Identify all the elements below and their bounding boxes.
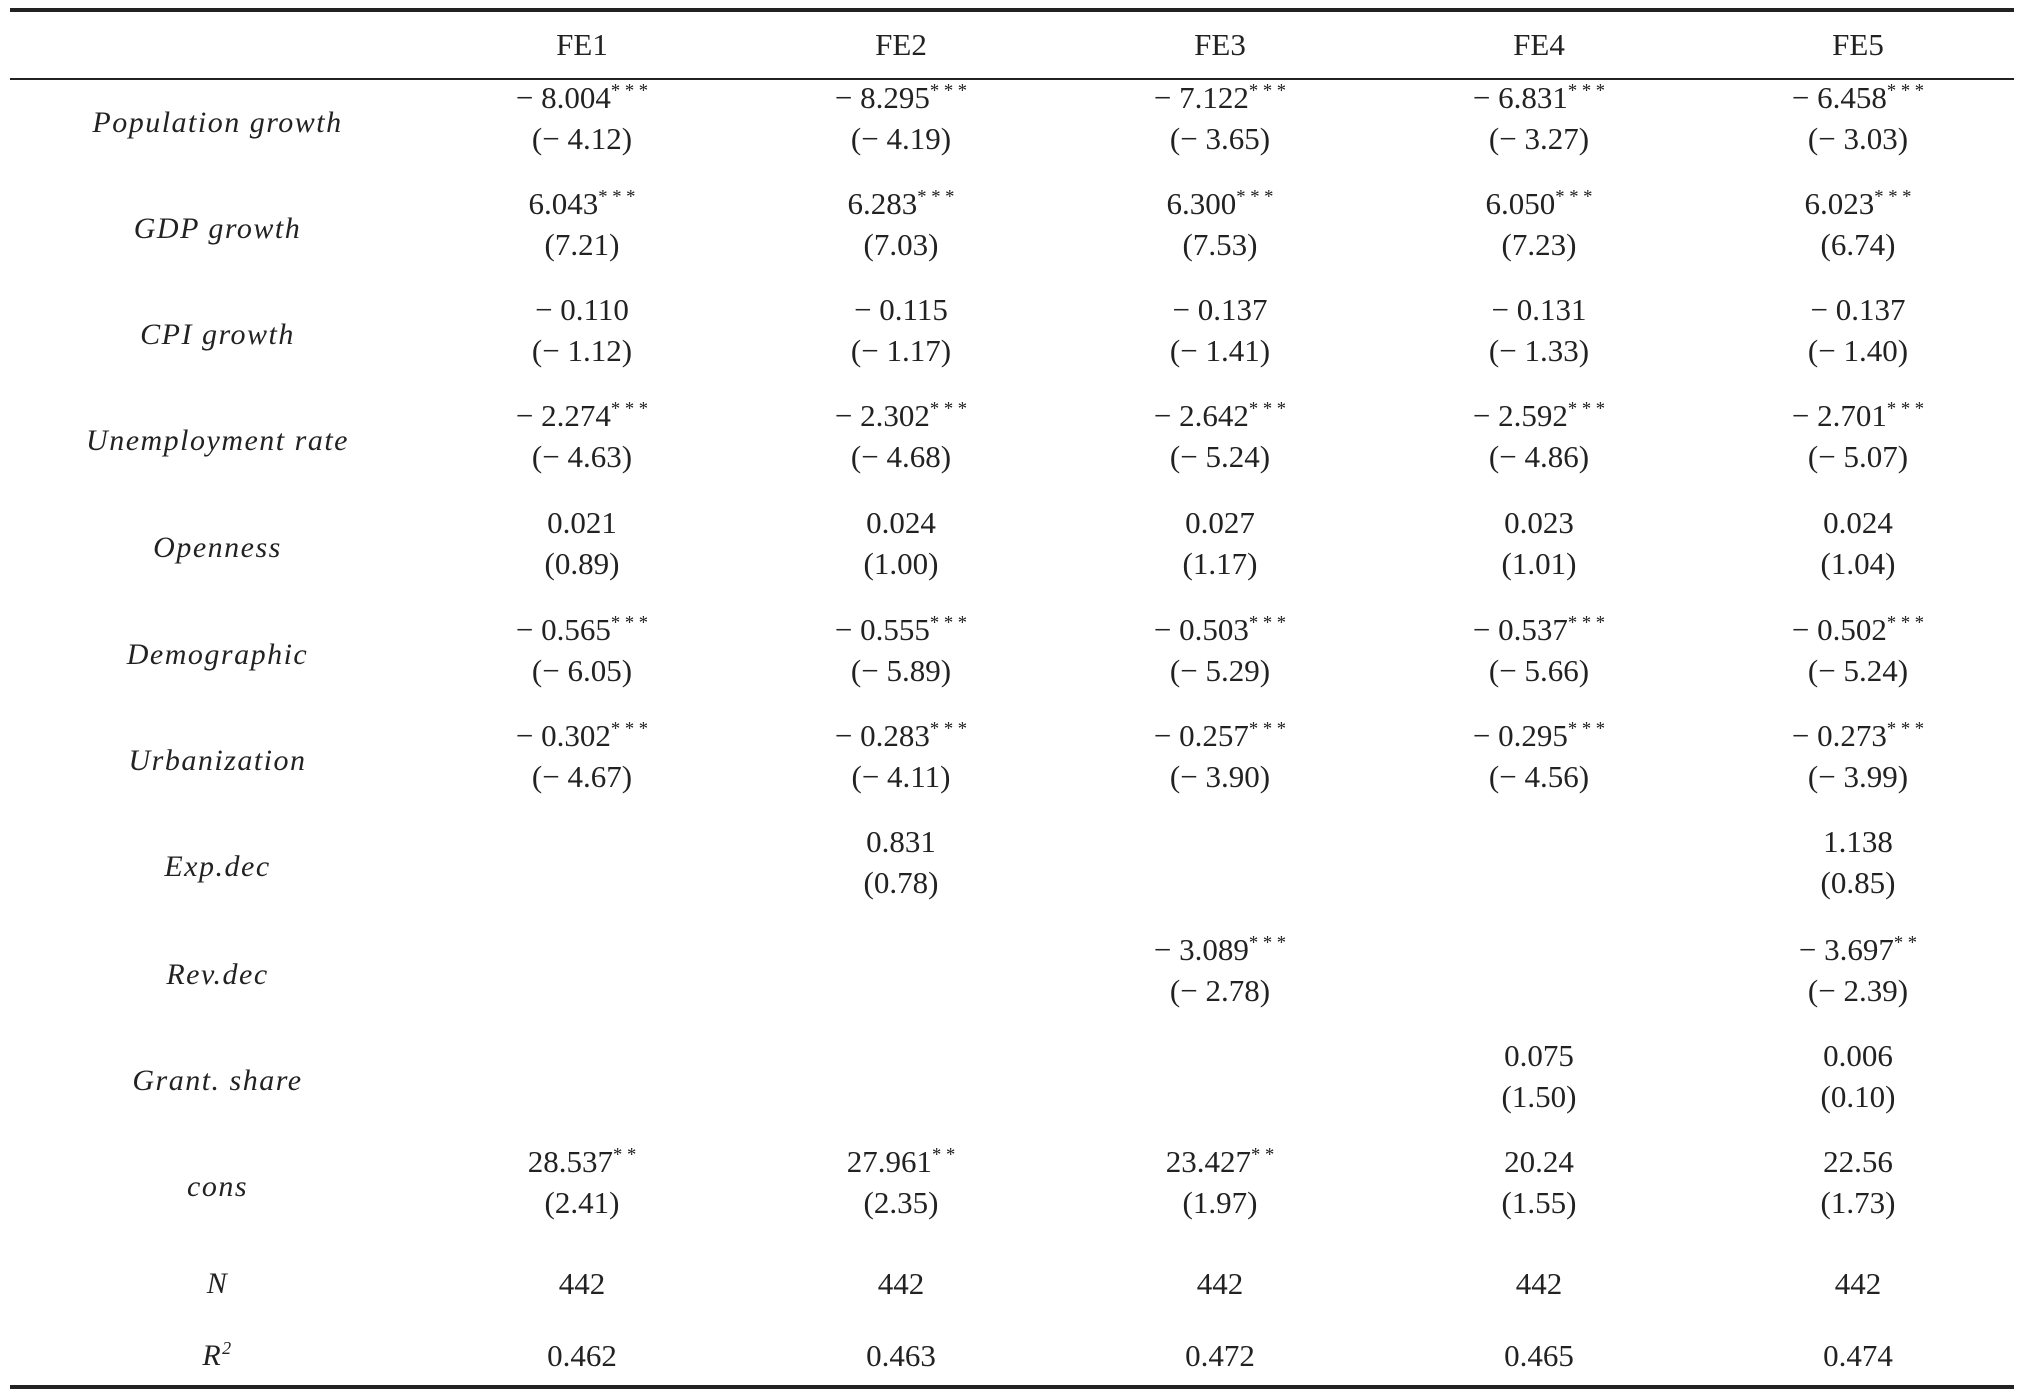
t-statistic: (1.01) [1501, 546, 1577, 581]
table-cell [1708, 1142, 2008, 1224]
coefficient [1070, 1142, 1370, 1182]
t-statistic: (− 1.12) [531, 333, 633, 368]
significance-stars: * * * [1567, 612, 1606, 634]
summary-value: 0.465 [1504, 1338, 1574, 1373]
table-cell [432, 1036, 732, 1118]
coefficient-value: − 0.137 [1172, 292, 1268, 327]
summary-cell [432, 1336, 732, 1376]
coefficient [432, 930, 732, 970]
coefficient [1708, 290, 2008, 330]
t-statistic: (7.03) [863, 227, 939, 262]
coefficient [1708, 822, 2008, 862]
significance-stars: * * * [1567, 398, 1606, 420]
significance-stars: * * * [1874, 186, 1912, 208]
table-cell [432, 1142, 732, 1224]
coefficient-value: − 0.537 [1472, 612, 1568, 647]
summary-value: 0.474 [1823, 1338, 1893, 1373]
significance-stars: * * * [1248, 398, 1287, 420]
significance-stars: * * * [1555, 186, 1593, 208]
table-cell [1389, 503, 1689, 585]
table-cell [1070, 396, 1370, 478]
t-statistic: (− 5.29) [1169, 653, 1271, 688]
significance-stars: * * * [598, 186, 636, 208]
coefficient [432, 1036, 732, 1076]
coefficient-value: 6.023 [1804, 186, 1875, 221]
t-statistic: (− 5.89) [850, 653, 952, 688]
coefficient [432, 503, 732, 543]
coefficient [751, 78, 1051, 118]
t-statistic: (7.23) [1501, 227, 1577, 262]
coefficient [1070, 78, 1370, 118]
coefficient [1070, 1036, 1370, 1076]
table-cell [1389, 1036, 1689, 1118]
t-statistic: (− 4.63) [531, 439, 633, 474]
summary-label-text: N [206, 1267, 229, 1300]
significance-stars: * * * [917, 186, 955, 208]
summary-row-label [10, 1336, 425, 1376]
table-cell [1708, 503, 2008, 585]
coefficient-value: 0.027 [1185, 505, 1255, 540]
coefficient-value: − 0.302 [515, 718, 611, 753]
column-header-fe5: FE5 [1832, 27, 1884, 62]
t-statistic: (− 3.03) [1807, 121, 1909, 156]
t-statistic: (− 1.17) [850, 333, 952, 368]
table-cell [1070, 610, 1370, 692]
coefficient [432, 716, 732, 756]
coefficient [1070, 396, 1370, 436]
coefficient [1708, 78, 2008, 118]
table-cell [1389, 716, 1689, 798]
coefficient-value: − 0.257 [1153, 718, 1249, 753]
t-statistic: (1.50) [1501, 1079, 1577, 1114]
t-statistic: (0.85) [1820, 865, 1896, 900]
coefficient [1070, 184, 1370, 224]
t-statistic: (7.21) [544, 227, 620, 262]
t-statistic: (0.78) [863, 865, 939, 900]
table-cell [1070, 1036, 1370, 1118]
table-cell [1708, 610, 2008, 692]
coefficient-value: 1.138 [1823, 824, 1893, 859]
summary-value: 0.462 [547, 1338, 617, 1373]
significance-stars: * * * [1567, 80, 1606, 102]
coefficient [751, 716, 1051, 756]
table-cell [751, 716, 1051, 798]
t-statistic [751, 1077, 1051, 1117]
significance-stars: * * [1251, 1144, 1275, 1166]
significance-stars: * * * [1567, 718, 1606, 740]
summary-cell [1070, 1264, 1370, 1304]
coefficient-value: − 0.137 [1810, 292, 1906, 327]
significance-stars: * * [1893, 932, 1918, 954]
coefficient-value: 27.961 [846, 1144, 932, 1179]
coefficient [751, 1036, 1051, 1076]
summary-value: 0.463 [866, 1338, 936, 1373]
coefficient-value: − 0.555 [834, 612, 930, 647]
table-cell [1070, 1142, 1370, 1224]
coefficient-value: − 8.004 [515, 80, 611, 115]
coefficient-value: − 0.283 [834, 718, 930, 753]
coefficient-value: 20.24 [1504, 1144, 1574, 1179]
coefficient-value: 6.300 [1166, 186, 1237, 221]
table-cell [1070, 78, 1370, 160]
table-cell [1708, 184, 2008, 266]
coefficient [1389, 716, 1689, 756]
t-statistic: (− 3.99) [1807, 759, 1909, 794]
t-statistic: (− 4.56) [1488, 759, 1590, 794]
significance-stars: * * * [1886, 718, 1925, 740]
t-statistic: (1.97) [1182, 1185, 1258, 1220]
table-cell [751, 290, 1051, 372]
row-label: GDP growth [133, 212, 302, 245]
t-statistic [432, 863, 732, 903]
coefficient [1389, 930, 1689, 970]
row-label: Grant. share [132, 1064, 303, 1097]
significance-stars: * * * [610, 80, 649, 102]
table-cell [432, 78, 732, 160]
summary-label-superscript: 2 [222, 1338, 233, 1358]
table-cell [432, 610, 732, 692]
t-statistic: (1.04) [1820, 546, 1896, 581]
t-statistic: (1.55) [1501, 1185, 1577, 1220]
row-label: Rev.dec [166, 958, 269, 991]
table-cell [1389, 290, 1689, 372]
table-cell [751, 1036, 1051, 1118]
coefficient-value: 0.006 [1823, 1038, 1893, 1073]
coefficient [751, 503, 1051, 543]
table-cell [432, 290, 732, 372]
top-rule [10, 8, 2014, 12]
significance-stars: * * * [1886, 398, 1925, 420]
summary-cell [1708, 1264, 2008, 1304]
summary-cell [1070, 1336, 1370, 1376]
coefficient [1389, 1142, 1689, 1182]
summary-value: 442 [1515, 1266, 1563, 1301]
coefficient-value: 0.024 [866, 505, 936, 540]
coefficient-value: − 0.273 [1791, 718, 1887, 753]
summary-value: 442 [877, 1266, 925, 1301]
row-label: Unemployment rate [86, 424, 349, 457]
summary-cell [1389, 1336, 1689, 1376]
coefficient-value: 6.043 [528, 186, 599, 221]
coefficient [1389, 1036, 1689, 1076]
t-statistic: (− 5.66) [1488, 653, 1590, 688]
coefficient-value: − 2.701 [1791, 398, 1887, 433]
significance-stars: * * [613, 1144, 637, 1166]
table-cell [1070, 822, 1370, 904]
t-statistic: (− 5.24) [1807, 653, 1909, 688]
coefficient [1708, 503, 2008, 543]
coefficient [1708, 716, 2008, 756]
t-statistic: (7.53) [1182, 227, 1258, 262]
table-cell [751, 1142, 1051, 1224]
row-label: Urbanization [128, 744, 307, 777]
row-label: Demographic [126, 638, 309, 671]
t-statistic: (− 3.27) [1488, 121, 1590, 156]
summary-value: 442 [558, 1266, 606, 1301]
t-statistic: (− 4.12) [531, 121, 633, 156]
coefficient-value: − 2.302 [834, 398, 930, 433]
coefficient-value: − 6.458 [1791, 80, 1887, 115]
summary-value: 442 [1834, 1266, 1882, 1301]
significance-stars: * * * [1886, 612, 1925, 634]
table-cell [1708, 1036, 2008, 1118]
summary-cell [751, 1336, 1051, 1376]
table-cell [1389, 78, 1689, 160]
table-cell [751, 396, 1051, 478]
t-statistic: (0.10) [1820, 1079, 1896, 1114]
table-cell [1389, 184, 1689, 266]
coefficient-value: − 2.592 [1472, 398, 1568, 433]
table-cell [1389, 1142, 1689, 1224]
coefficient [1389, 503, 1689, 543]
coefficient [751, 396, 1051, 436]
coefficient [432, 1142, 732, 1182]
table-cell [751, 822, 1051, 904]
t-statistic: (− 4.67) [531, 759, 633, 794]
t-statistic: (1.17) [1182, 546, 1258, 581]
t-statistic: (2.41) [544, 1185, 620, 1220]
table-cell [751, 930, 1051, 1012]
coefficient-value: − 8.295 [834, 80, 930, 115]
table-cell [1708, 822, 2008, 904]
t-statistic: (1.73) [1820, 1185, 1896, 1220]
coefficient [1389, 610, 1689, 650]
significance-stars: * * * [1886, 80, 1925, 102]
table-cell [432, 503, 732, 585]
significance-stars: * * [932, 1144, 956, 1166]
coefficient [1708, 184, 2008, 224]
coefficient [432, 396, 732, 436]
coefficient [751, 1142, 1051, 1182]
row-label: cons [187, 1170, 248, 1203]
column-header-fe1: FE1 [556, 27, 608, 62]
coefficient [1708, 1036, 2008, 1076]
significance-stars: * * * [929, 398, 968, 420]
column-header-fe2: FE2 [875, 27, 927, 62]
table-cell [1389, 822, 1689, 904]
significance-stars: * * * [1248, 932, 1287, 954]
t-statistic: (− 3.65) [1169, 121, 1271, 156]
t-statistic [432, 1077, 732, 1117]
table-cell [432, 822, 732, 904]
coefficient [1070, 610, 1370, 650]
significance-stars: * * * [610, 718, 649, 740]
significance-stars: * * * [610, 398, 649, 420]
coefficient [1708, 1142, 2008, 1182]
coefficient-value: − 3.089 [1153, 932, 1249, 967]
coefficient [1389, 290, 1689, 330]
summary-cell [1708, 1336, 2008, 1376]
table-cell [751, 503, 1051, 585]
t-statistic [751, 971, 1051, 1011]
coefficient [432, 610, 732, 650]
coefficient-value: − 0.115 [854, 292, 948, 327]
table-cell [1070, 184, 1370, 266]
coefficient-value: − 0.110 [535, 292, 629, 327]
coefficient-value: − 2.642 [1153, 398, 1249, 433]
table-cell [1708, 290, 2008, 372]
table-cell [1389, 396, 1689, 478]
table-cell [1708, 78, 2008, 160]
row-label: Exp.dec [164, 850, 271, 883]
bottom-rule [10, 1385, 2014, 1389]
coefficient-value: 0.021 [547, 505, 617, 540]
coefficient [751, 610, 1051, 650]
t-statistic: (− 2.39) [1807, 973, 1909, 1008]
summary-value: 0.472 [1185, 1338, 1255, 1373]
coefficient-value: − 0.295 [1472, 718, 1568, 753]
coefficient [1070, 503, 1370, 543]
column-header-fe3: FE3 [1194, 27, 1246, 62]
table-cell [1389, 610, 1689, 692]
summary-label-text: R [202, 1339, 223, 1372]
row-label: Openness [153, 531, 282, 564]
t-statistic: (0.89) [544, 546, 620, 581]
t-statistic [432, 971, 732, 1011]
coefficient-value: 0.075 [1504, 1038, 1574, 1073]
coefficient-value: 0.023 [1504, 505, 1574, 540]
coefficient [1389, 822, 1689, 862]
t-statistic [1389, 863, 1689, 903]
coefficient [1389, 78, 1689, 118]
significance-stars: * * * [1236, 186, 1274, 208]
coefficient [1070, 930, 1370, 970]
table-cell [432, 396, 732, 478]
t-statistic [1070, 863, 1370, 903]
significance-stars: * * * [929, 718, 968, 740]
coefficient-value: − 2.274 [515, 398, 611, 433]
coefficient [432, 78, 732, 118]
t-statistic: (− 1.41) [1169, 333, 1271, 368]
coefficient-value: 22.56 [1823, 1144, 1893, 1179]
t-statistic: (− 4.86) [1488, 439, 1590, 474]
table-cell [432, 716, 732, 798]
significance-stars: * * * [1248, 612, 1287, 634]
coefficient [1070, 716, 1370, 756]
summary-row-label [10, 1264, 425, 1304]
table-cell [751, 78, 1051, 160]
t-statistic: (− 5.07) [1807, 439, 1909, 474]
table-cell [1708, 396, 2008, 478]
coefficient [1708, 396, 2008, 436]
table-cell [432, 930, 732, 1012]
significance-stars: * * * [1248, 80, 1287, 102]
coefficient-value: 6.283 [847, 186, 918, 221]
table-cell [1070, 930, 1370, 1012]
significance-stars: * * * [929, 80, 968, 102]
t-statistic: (− 6.05) [531, 653, 633, 688]
t-statistic: (1.00) [863, 546, 939, 581]
table-cell [1070, 503, 1370, 585]
row-label: CPI growth [140, 318, 295, 351]
table-cell [751, 610, 1051, 692]
t-statistic: (− 5.24) [1169, 439, 1271, 474]
summary-cell [751, 1264, 1051, 1304]
coefficient-value: − 0.502 [1791, 612, 1887, 647]
table-cell [751, 184, 1051, 266]
table-cell [1708, 930, 2008, 1012]
t-statistic: (2.35) [863, 1185, 939, 1220]
coefficient [1070, 822, 1370, 862]
coefficient-value: 23.427 [1165, 1144, 1251, 1179]
significance-stars: * * * [1248, 718, 1287, 740]
coefficient-value: − 0.503 [1153, 612, 1249, 647]
t-statistic: (− 2.78) [1169, 973, 1271, 1008]
summary-cell [1389, 1264, 1689, 1304]
t-statistic [1389, 971, 1689, 1011]
coefficient-value: − 0.565 [515, 612, 611, 647]
coefficient-value: − 3.697 [1798, 932, 1894, 967]
coefficient [1708, 930, 2008, 970]
coefficient [1070, 290, 1370, 330]
coefficient-value: − 0.131 [1491, 292, 1587, 327]
coefficient [1389, 184, 1689, 224]
summary-cell [432, 1264, 732, 1304]
t-statistic: (− 1.40) [1807, 333, 1909, 368]
t-statistic: (6.74) [1820, 227, 1896, 262]
coefficient-value: − 7.122 [1153, 80, 1249, 115]
table-cell [1070, 290, 1370, 372]
coefficient [1708, 610, 2008, 650]
coefficient-value: 0.024 [1823, 505, 1893, 540]
table-cell [432, 184, 732, 266]
coefficient [432, 822, 732, 862]
t-statistic: (− 4.11) [851, 759, 951, 794]
coefficient-value: 0.831 [866, 824, 936, 859]
coefficient [1389, 396, 1689, 436]
t-statistic: (− 4.68) [850, 439, 952, 474]
t-statistic: (− 4.19) [850, 121, 952, 156]
t-statistic: (− 1.33) [1488, 333, 1590, 368]
coefficient-value: 28.537 [527, 1144, 613, 1179]
coefficient [751, 290, 1051, 330]
coefficient [432, 184, 732, 224]
column-header-fe4: FE4 [1513, 27, 1565, 62]
table-cell [1070, 716, 1370, 798]
significance-stars: * * * [929, 612, 968, 634]
significance-stars: * * * [610, 612, 649, 634]
t-statistic: (− 3.90) [1169, 759, 1271, 794]
coefficient-value: − 6.831 [1472, 80, 1568, 115]
table-cell [1708, 716, 2008, 798]
summary-value: 442 [1196, 1266, 1244, 1301]
coefficient [751, 930, 1051, 970]
coefficient [432, 290, 732, 330]
t-statistic [1070, 1077, 1370, 1117]
coefficient [751, 184, 1051, 224]
table-cell [1389, 930, 1689, 1012]
row-label: Population growth [92, 106, 343, 139]
coefficient [751, 822, 1051, 862]
coefficient-value: 6.050 [1485, 186, 1556, 221]
